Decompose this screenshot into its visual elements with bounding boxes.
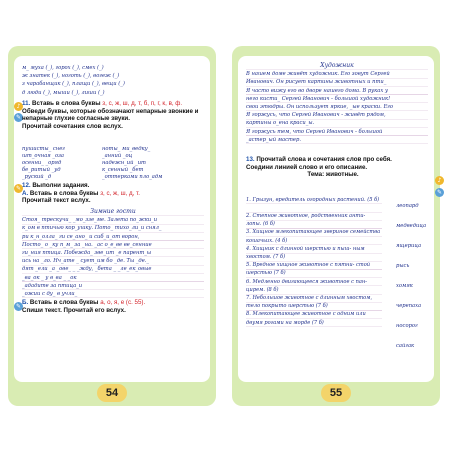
handwritten-line: дят _ели _а _ове_ _ _жду, _бета _ _ле_ек_овые: [22, 266, 152, 273]
task-12: [22, 182, 204, 205]
handwritten-line: з чарабанщик (_), плащи (_), вещи (_): [22, 81, 125, 88]
list-item: 6. Медленно двигающееся животное с пан- цирем. (8 б): [246, 278, 367, 293]
task-number: 12.: [22, 182, 31, 189]
handwritten-line: него кисти_ Сергей Иванович - большой художник!: [246, 95, 391, 102]
handwritten-line: Стоя_ трескучи_ _мо_ззе_ме. Залета по_жки_и: [22, 217, 158, 224]
answer-words: [396, 196, 430, 356]
list-item: хомяк: [396, 283, 413, 289]
handwritten-line: к_ом в птичью кор_ушку. Пото_ тихо_ли_и снял_: [22, 225, 162, 232]
list-item: леопард: [396, 203, 419, 209]
task-13: [246, 156, 420, 179]
task-instruction: Вставь в слова буквы: [29, 189, 99, 197]
handwritten-line: _ва_ок _ у в_ва _ _ок: [22, 274, 77, 281]
story-title: Зимние гости: [90, 208, 136, 215]
task-12b: [22, 299, 204, 314]
list-item: носорог: [396, 323, 418, 329]
story-text: [246, 62, 428, 144]
handwritten-line: _астер_ый мастер.: [246, 136, 301, 143]
animal-descriptions: [246, 196, 382, 327]
list-item: черепаха: [396, 303, 422, 309]
handwritten-line: Я горжусь тем, что Сергей Иванович - большой: [246, 128, 383, 135]
task-instruction: Прочитай слова и сочетания слов про себя.: [256, 156, 392, 163]
task-instruction: Спиши текст. Прочитай его вслух.: [22, 306, 126, 314]
list-item: медведица: [396, 223, 427, 229]
list-item: 4. Хищник с длинной шерстью и пыш- ным хвостом. (7 б): [246, 245, 365, 261]
list-item: 8. Млекопитающее животное с одним или двумя рогами на морде (7 б): [246, 311, 366, 326]
exercise-10-lines: [22, 64, 204, 97]
list-item: 3. Хищное млекопитающее звериное семейства кошачьих. (4 б): [246, 229, 381, 244]
handwritten-line: Я часто вижу его во дворе нашего дома. В руках у: [246, 87, 388, 94]
page-number: 55: [321, 384, 351, 402]
handwritten-line: _ожии с ду_ в учли_: [22, 290, 78, 297]
right-page: [232, 46, 443, 406]
task-instruction: Вставь в слова буквы: [32, 100, 101, 107]
task-instruction: Вставь в слова буквы: [29, 299, 99, 306]
handwritten-line: м_ муха (_), горох (_), смех (_): [22, 65, 104, 71]
left-page-content: [14, 56, 210, 382]
ear-icon: ♪: [435, 176, 444, 185]
list-item: рысь: [396, 263, 410, 269]
handwritten-line: ись на _ло. Нч_ате _ сует_им бо _де. Ты _де._: [22, 258, 150, 265]
handwritten-line: Иванович. Он рисует картины животных и пти_: [246, 79, 387, 86]
task-letters: з, с, ж, ш, д, т, б, п, г, к, в, ф.: [102, 100, 183, 107]
pencil-icon: ✎: [15, 185, 22, 192]
pencil-icon: ✎: [436, 189, 443, 196]
handwritten-line: Я горжусь, что Сергей Иванович - живёт рядом,: [246, 112, 386, 119]
list-item: ящерица: [396, 243, 422, 249]
subtask-label: Б.: [22, 299, 29, 306]
task-theme: Тема: животные.: [307, 171, 359, 179]
task-letters: а, о, я, е (с. 55).: [100, 299, 146, 306]
handwritten-line: д люди (_), мыши (_), лиши (_): [22, 89, 105, 96]
right-page-content: [238, 56, 434, 382]
task-number: 13.: [246, 156, 255, 163]
list-item: шт_очная _оза _анний _оц: [22, 152, 133, 159]
handwritten-line: картины о_ена краси_ы.: [246, 120, 315, 127]
task-number: 11.: [22, 100, 31, 107]
list-item: осенни_ _оряд надежн_ий _ит: [22, 159, 146, 166]
task-instruction: Выполни задания.: [32, 182, 90, 189]
task-11: [22, 100, 204, 130]
task-instruction: Обведи буквы, которые обозначают непарные звонкие и непарные глухие согласные звуки.: [22, 107, 199, 123]
handwritten-line: ж знатек (_), ноготь (_), вогеж (_): [22, 73, 120, 80]
word-pairs: [22, 146, 182, 181]
handwritten-line: Посто_ о _ку п_м_ за _на. _ас о_е_ве ве_сенние: [22, 241, 152, 248]
task-instruction: Прочитай сочетания слов вслух.: [22, 122, 123, 130]
story-title: Художник: [320, 62, 354, 69]
handwritten-line: В нашем доме живёт художник. Его зовут Сергей: [246, 71, 390, 78]
list-item: 7. Небольшое животное с длинным хвостом, тело покрыто шерстью (7 б): [246, 295, 373, 310]
subtask-label: А.: [22, 189, 29, 197]
ear-icon: ♪: [14, 102, 23, 111]
task-instruction: Прочитай текст вслух.: [22, 197, 91, 205]
task-letters: з, с, ж, ш, д, т.: [100, 189, 140, 197]
pencil-icon: ✎: [15, 303, 22, 310]
list-item: бе_ритый _уд к_сенный _бет: [22, 166, 144, 173]
story-text: [22, 208, 204, 298]
left-page: [8, 46, 216, 406]
list-item: 1. Грызун, вредитель огородных растений. (5 б): [246, 197, 380, 203]
list-item: 5. Вредное хищное животное с пятни- стой шерстью (7 б): [246, 262, 371, 277]
list-item: 2. Степное животное, родственник анти- лопы. (6 б): [246, 213, 366, 228]
page-number: 54: [97, 384, 127, 402]
task-instruction: Соедини линией слово и его описание.: [246, 163, 368, 171]
list-item: _руский _д _оттерками пло_адм: [22, 173, 163, 180]
handwritten-line: ги_ния птица. Побежда_ зве_ит _е парент_ы: [22, 249, 152, 256]
handwritten-line: свои этюдры. Он использует яркие, _ые краски. Его: [246, 103, 393, 110]
list-item: сайгак: [396, 343, 415, 349]
handwritten-line: _ададите за птица_и: [22, 282, 83, 289]
list-item: пушисты_ снег ноты_ ми_ведку_: [22, 146, 151, 152]
handwritten-line: ри к_н_олла_ ги се_ано_ и сиб_и_от ворон,: [22, 233, 140, 240]
pencil-icon: ✎: [15, 114, 22, 121]
